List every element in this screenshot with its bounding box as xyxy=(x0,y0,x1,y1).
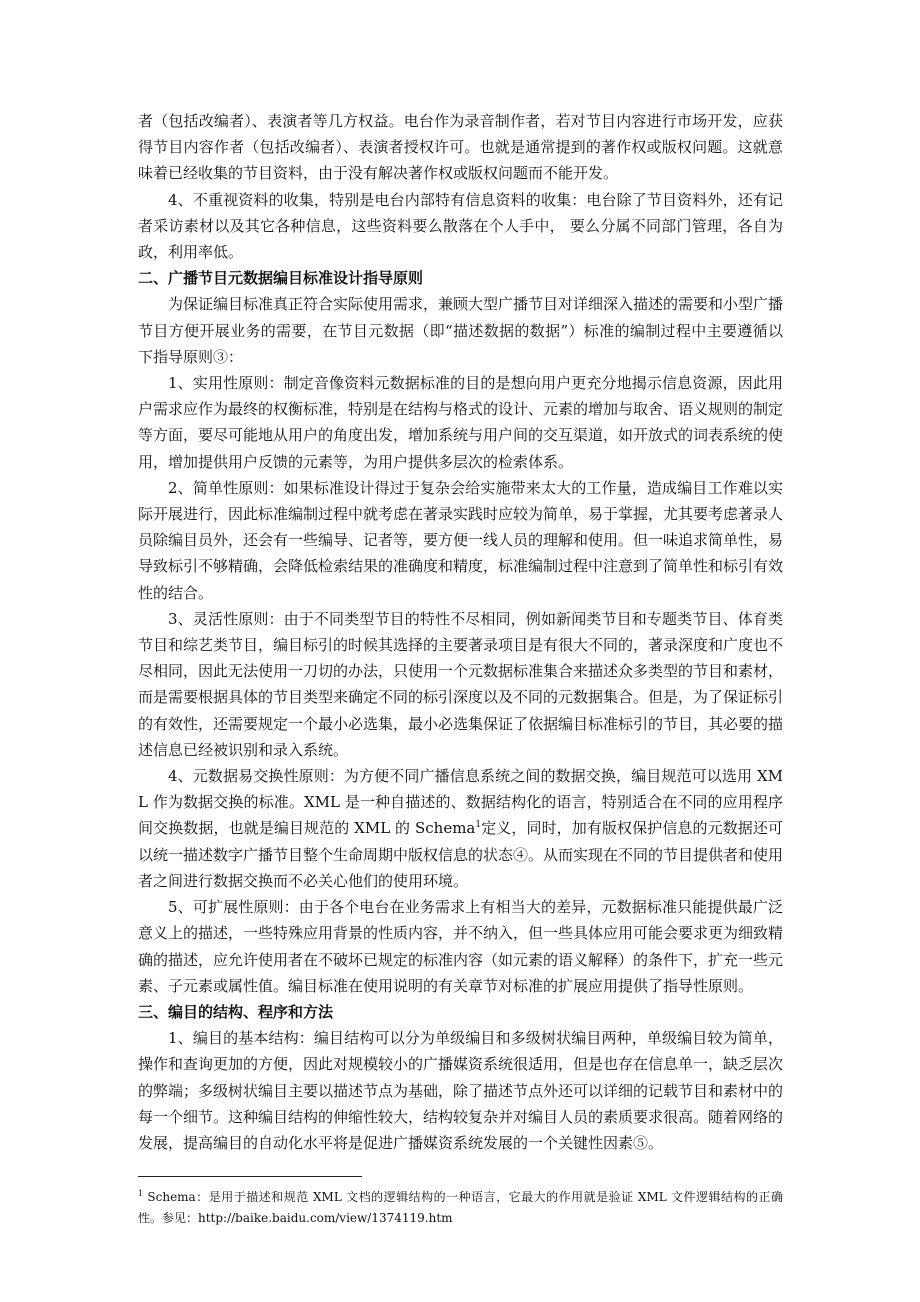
footnote-text: Schema：是用于描述和规范 XML 文档的逻辑结构的一种语言，它最大的作用就是验证 XML 文件逻辑结构的正确性。参见：http://baike.baidu.com/view/1374119.htm xyxy=(138,1190,783,1226)
paragraph-text-after-footnote: 定义，同时，加有版权保护信息的元数据还可以统一描述数字广播节目整个生命周期中版权信息的状态④。从而实现在不同的节目提供者和使用者之间进行数据交换而不必关心他们的使用环境。 xyxy=(138,819,784,890)
paragraph-practicality: 1、实用性原则：制定音像资料元数据标准的目的是想向用户更充分地揭示信息资源，因此用户需求应作为最终的权衡标准，特别是在结构与格式的设计、元素的增加与取舍、语义规则的制定等方面，要尽可能地从用户的角度出发，增加系统与用户间的交互渠道，如开放式的词表系统的使用，增加提供用户反馈的元素等，为用户提供多层次的检索体系。 xyxy=(138,374,784,471)
paragraph-intro-principles: 为保证编目标准真正符合实际使用需求，兼顾大型广播节目对详细深入描述的需要和小型广播节目方便开展业务的需要，在节目元数据（即“描述数据的数据”）标准的编制过程中主要遵循以下指导原则③： xyxy=(138,295,784,366)
paragraph-text-before-footnote: 4、元数据易交换性原则：为方便不同广播信息系统之间的数据交换，编目规范可以选用 XML 作为数据交换的标准。XML 是一种自描述的、数据结构化的语言，特别适合在不同的应用程序间交换数据，也就是编目规范的 XML 的 Schema xyxy=(138,767,783,838)
footnote-reference: 1 xyxy=(475,820,482,831)
document-page xyxy=(138,108,783,1229)
section-heading-2: 二、广播节目元数据编目标准设计指导原则 xyxy=(138,269,424,288)
paragraph-flexibility: 3、灵活性原则：由于不同类型节目的特性不尽相同，例如新闻类节目和专题类节目、体育类节目和综艺类节目，编目标引的时候其选择的主要著录项目是有很大不同的，著录深度和广度也不尽相同，因此无法使用一刀切的办法，只使用一个元数据标准集合来描述众多类型的节目和素材，而是需要根据具体的节目类型来确定不同的标引深度以及不同的元数据集合。但是，为了保证标引的有效性，还需要规定一个最小必选集，最小必选集保证了依据编目标准标引的节目，其必要的描述信息已经被识别和录入系统。 xyxy=(138,609,784,759)
paragraph-extensibility: 5、可扩展性原则：由于各个电台在业务需求上有相当大的差异，元数据标准只能提供最广泛意义上的描述，一些特殊应用背景的性质内容，并不纳入，但一些具体应用可能会要求更为细致精确的描述，应允许使用者在不破坏已规定的标准内容（如元素的语义解释）的条件下，扩充一些元素、子元素或属性值。编目标准在使用说明的有关章节对标准的扩展应用提供了指导性原则。 xyxy=(138,898,784,995)
paragraph-continued: 者（包括改编者）、表演者等几方权益。电台作为录音制作者，若对节目内容进行市场开发，应获得节目内容作者（包括改编者）、表演者授权许可。也就是通常提到的著作权或版权问题。这就意味着已经收集的节目资料，由于没有解决著作权或版权问题而不能开发。 xyxy=(138,112,783,183)
footnote-divider xyxy=(138,1176,362,1177)
paragraph-basic-structure: 1、编目的基本结构：编目结构可以分为单级编目和多级树状编目两种，单级编目较为简单，操作和查询更加的方便，因此对规模较小的广播媒资系统很适用，但是也存在信息单一，缺乏层次的弊端；多级树状编目主要以描述节点为基础，除了描述节点外还可以详细的记载节目和素材中的每一个细节。这种编目结构的伸缩性较大，结构较复杂并对编目人员的素质要求很高。随着网络的发展，提高编目的自动化水平将是促进广播媒资系统发展的一个关键性因素⑤。 xyxy=(138,1029,784,1152)
paragraph-item-4: 4、不重视资料的收集，特别是电台内部特有信息资料的收集：电台除了节目资料外，还有记者采访素材以及其它各种信息，这些资料要么散落在个人手中， 要么分属不同部门管理，各自为政，利用率低。 xyxy=(138,190,783,262)
footnote-mark: 1 xyxy=(138,1189,144,1199)
footnote xyxy=(138,1187,783,1229)
paragraph-exchangeability xyxy=(138,763,783,894)
section-heading-3: 三、编目的结构、程序和方法 xyxy=(138,1002,334,1021)
paragraph-simplicity: 2、简单性原则：如果标准设计得过于复杂会给实施带来太大的工作量，造成编目工作难以实际开展进行，因此标准编制过程中就考虑在著录实践时应较为简单，易于掌握，尤其要考虑著录人员除编目员外，还会有一些编导、记者等，要方便一线人员的理解和使用。但一味追求简单性，易导致标引不够精确，会降低检索结果的准确度和精度，标准编制过程中注意到了简单性和标引有效性的结合。 xyxy=(138,478,784,602)
